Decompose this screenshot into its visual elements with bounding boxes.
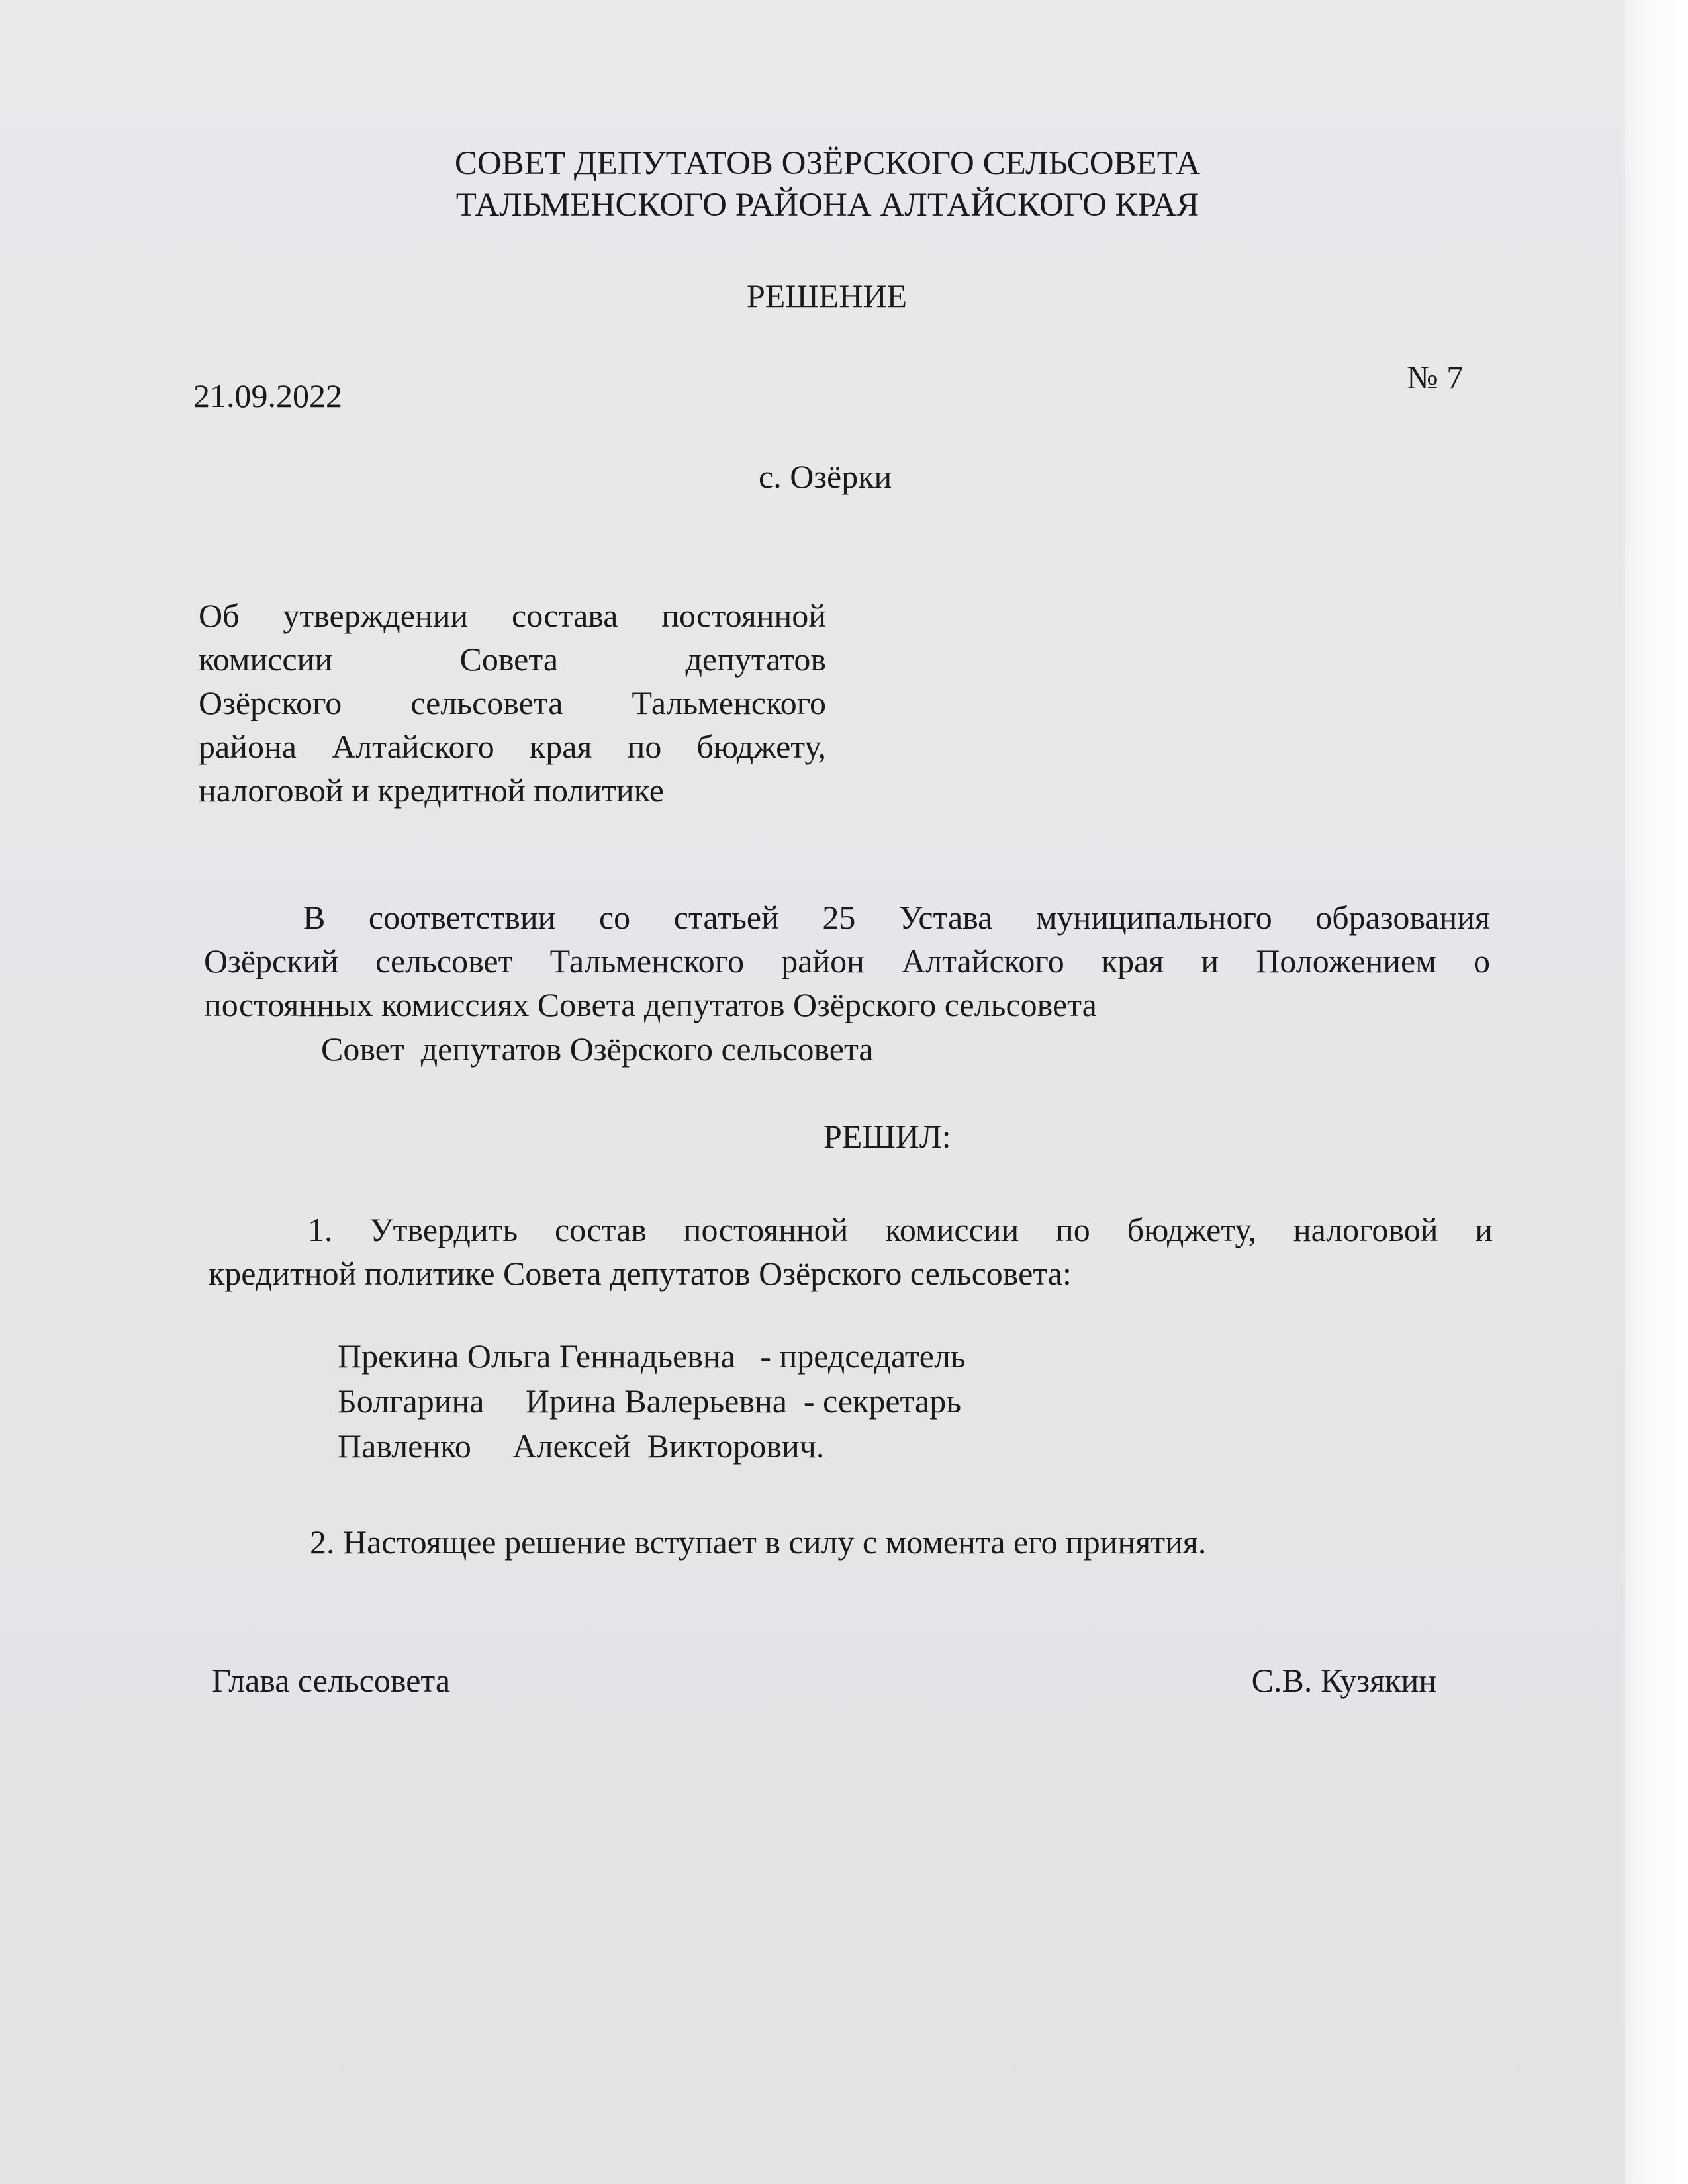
document-date: 21.09.2022 [193, 377, 342, 414]
council-name-line-2: ТАЛЬМЕНСКОГО РАЙОНА АЛТАЙСКОГО КРАЯ [455, 187, 1199, 224]
council-name-line-1: СОВЕТ ДЕПУТАТОВ ОЗЁРСКОГО СЕЛЬСОВЕТА [454, 145, 1201, 182]
subject-line: района Алтайского края по бюджету, [199, 728, 826, 765]
decided-heading: РЕШИЛ: [823, 1118, 951, 1155]
place-name: с. Озёрки [759, 458, 892, 495]
commission-members [338, 1334, 966, 1469]
subject-block [199, 594, 826, 812]
subject-line: Озёрского сельсовета Тальменского [199, 684, 826, 721]
scan-edge [1625, 0, 1688, 2184]
signature-position: Глава сельсовета [212, 1662, 451, 1699]
item-1-block [209, 1208, 1493, 1295]
member-secretary: Болгарина Ирина Валерьевна - секретарь [338, 1383, 961, 1420]
preamble-line: В соответствии со статьей 25 Устава муниципального образования [303, 899, 1490, 936]
preamble-line: постоянных комиссиях Совета депутатов Озёрского сельсовета [204, 986, 1097, 1023]
document-type-title: РЕШЕНИЕ [747, 277, 908, 314]
preamble-line: Озёрский сельсовет Тальменского район Алтайского края и Положением о [204, 942, 1490, 979]
subject-line: комиссии Совета депутатов [199, 641, 826, 678]
preamble-block [204, 895, 1490, 1026]
document-number: № 7 [1407, 359, 1464, 396]
item-2: 2. Настоящее решение вступает в силу с момента его принятия. [310, 1524, 1207, 1561]
item-1-line: 1. Утвердить состав постоянной комиссии по бюджету, налоговой и [308, 1211, 1493, 1248]
signature-row [212, 1661, 1436, 1700]
subject-line: налоговой и кредитной политике [199, 772, 664, 809]
member: Павленко Алексей Викторович. [338, 1428, 825, 1465]
subject-line: Об утверждении состава постоянной [199, 597, 826, 634]
item-1-line: кредитной политике Совета депутатов Озёрского сельсовета: [209, 1255, 1072, 1292]
signature-name: С.В. Кузякин [1251, 1662, 1436, 1699]
member-chair: Прекина Ольга Геннадьевна - председатель [338, 1338, 966, 1375]
council-line: Совет депутатов Озёрского сельсовета [321, 1030, 874, 1068]
